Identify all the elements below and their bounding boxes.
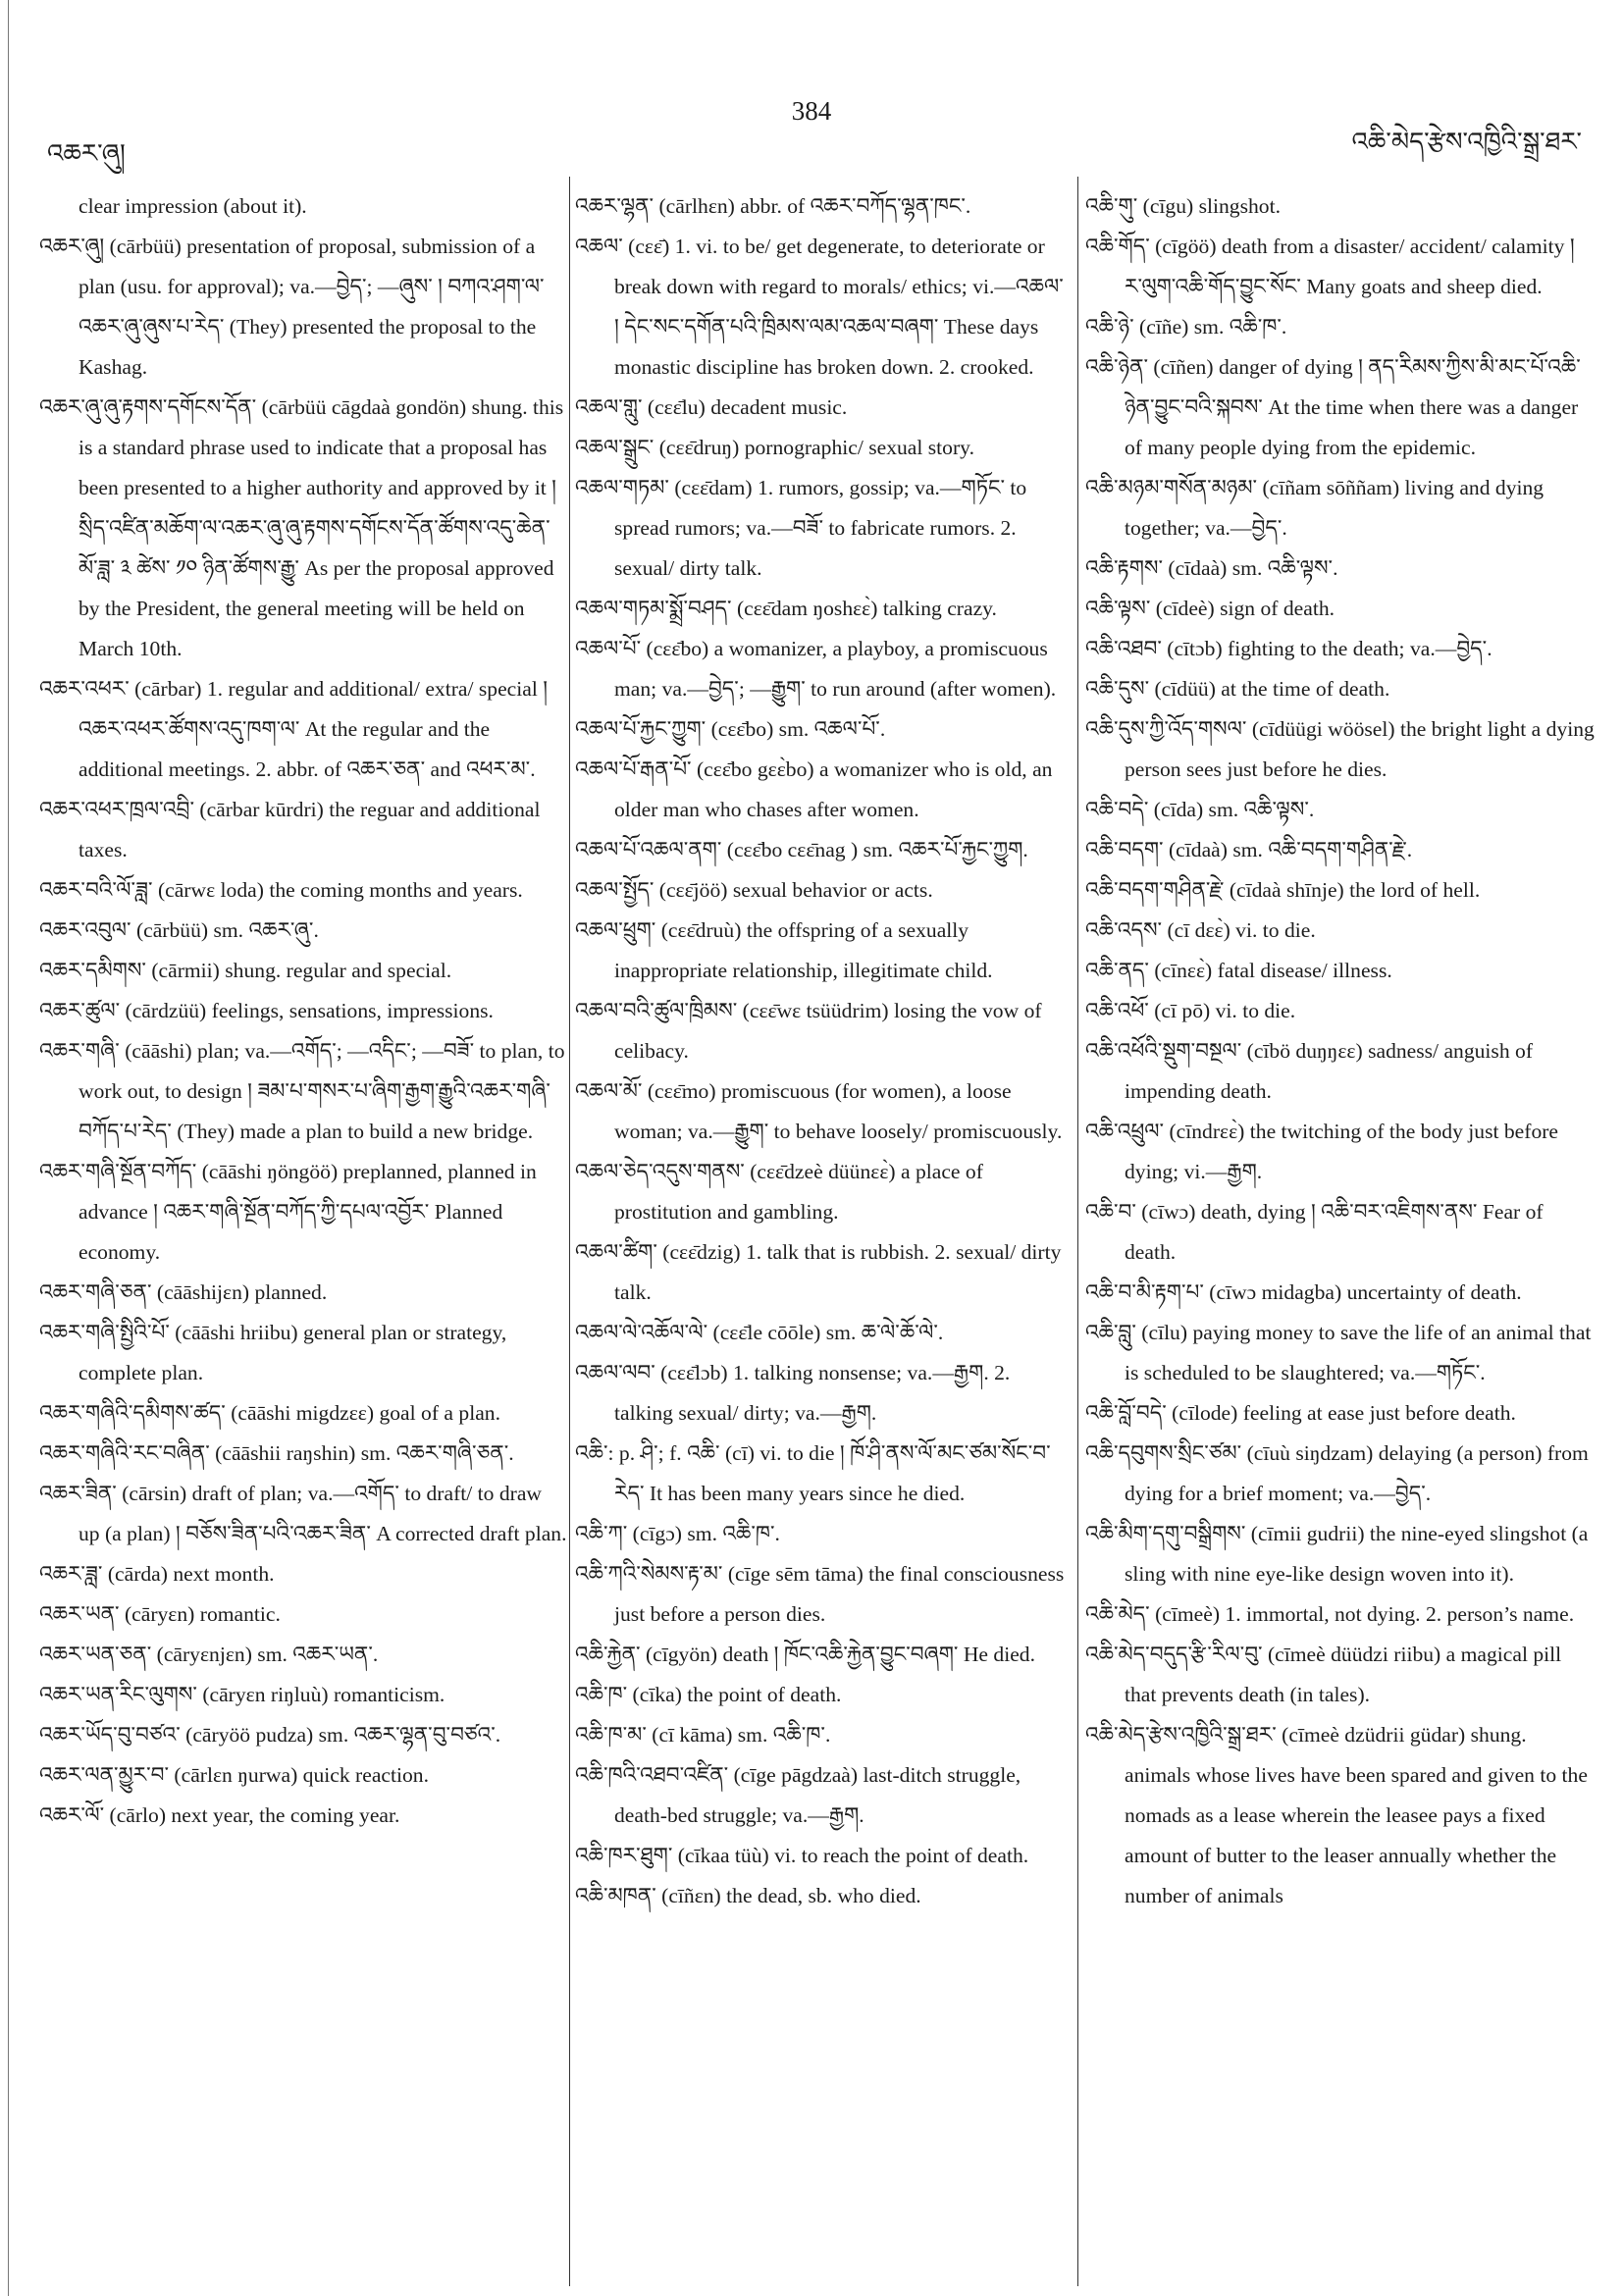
- dictionary-entry: འཆལ་པོ་རྒན་པོ་ (cɛɛ̄bo gɛɛ̀bo) a womanizer who is old, an older man who chases after women.: [575, 757, 1053, 821]
- dictionary-entry: འཆལ་བའི་ཚུལ་ཁྲིམས་ (cɛɛ̄wɛ tsüüdrim) losing the vow of celibacy.: [575, 999, 1042, 1063]
- dictionary-entry: འཆི་འཐབ་ (cītɔb) fighting to the death; va.—བྱེད་.: [1085, 637, 1492, 660]
- dictionary-entry: འཆལ་གཏམ་སྨྲོ་བཤད་ (cɛɛ̄dam ŋoshɛɛ̀) talking crazy.: [575, 597, 997, 620]
- column-divider-2: [1077, 177, 1078, 2286]
- dictionary-entry: འཆི་བློ་བདེ་ (cīlode) feeling at ease just before death.: [1085, 1401, 1516, 1425]
- right-guide-word: འཆི་མེད་རྩེས་འཁྱིའི་སྒྲ་ཐར་: [1351, 128, 1582, 156]
- dictionary-entry: འཆི་ཁ་མ་ (cī kāma) sm. འཆི་ཁ་.: [575, 1723, 831, 1747]
- column-3: [1085, 186, 1596, 2267]
- dictionary-entry: འཆི་བ་ (cīwɔ) death, dying ། འཆི་བར་འཇིགས་ནས་ Fear of death.: [1085, 1200, 1544, 1264]
- dictionary-entry: འཆར་ཡོད་བུ་བཙའ་ (cāryöö pudza) sm. འཆར་ལྷན་བུ་བཙའ་.: [39, 1723, 501, 1747]
- dictionary-entry: འཆི་རྐྱེན་ (cīgyön) death ། ཁོང་འཆི་རྐྱེན་བྱུང་བཞག་ He died.: [575, 1643, 1035, 1666]
- dictionary-entry: འཆལ་ཕྲུག་ (cɛɛ̄druù) the offspring of a sexually inappropriate relationship, illegitimate child.: [575, 918, 993, 982]
- column-1: [39, 186, 567, 2267]
- dictionary-entry: འཆར་བའི་ལོ་ཟླ་ (cārwɛ loda) the coming months and years.: [39, 878, 523, 902]
- dictionary-entry: འཆལ་གླུ་ (cɛɛ̄lu) decadent music.: [575, 395, 848, 419]
- dictionary-entry: འཆར་ཟིན་ (cārsin) draft of plan; va.—འགོད་ to draft/ to draw up (a plan) ། བཅོས་ཟིན་པའི་འཆར་ཟིན་ A corrected draft plan.: [39, 1482, 567, 1545]
- dictionary-entry: འཆལ་སྒྲུང་ (cɛɛ̄druŋ) pornographic/ sexual story.: [575, 436, 974, 459]
- dictionary-entry: འཆར་འཕར་ (cārbar) 1. regular and additional/ extra/ special ། འཆར་འཕར་ཚོགས་འདུ་ཁག་ལ་ At the regular and the additional meetings. 2. abbr. of འཆར་ཅན་ and འཕར་མ་.: [39, 677, 549, 781]
- dictionary-entry: འཆི་བདག་ (cīdaà) sm. འཆི་བདག་གཤིན་རྗེ་.: [1085, 838, 1413, 861]
- dictionary-entry: འཆི་དུས་ (cīdüü) at the time of death.: [1085, 677, 1390, 701]
- dictionary-entry: འཆར་ལན་མྱུར་བ་ (cārlɛn ŋurwa) quick reaction.: [39, 1763, 429, 1787]
- dictionary-entry: འཆི་གོད་ (cīgöö) death from a disaster/ accident/ calamity ། ར་ལུག་འཆི་གོད་བྱུང་སོང་ Many goats and sheep died.: [1085, 235, 1575, 298]
- dictionary-entry: འཆར་གཞི་ཅན་ (cāāshijɛn) planned.: [39, 1280, 328, 1304]
- dictionary-entry: འཆི་ཁའི་འཐབ་འཛིན་ (cīge pāgdzaà) last-ditch struggle, death-bed struggle; va.—རྒྱག.: [575, 1763, 1021, 1827]
- dictionary-entry: འཆལ་གཏམ་ (cɛɛ̄dam) 1. rumors, gossip; va.—གཏོང་ to spread rumors; va.—བཟོ་ to fabricate rumors. 2. sexual/ dirty talk.: [575, 476, 1027, 580]
- dictionary-entry: འཆི་ཁ་ (cīka) the point of death.: [575, 1683, 842, 1706]
- dictionary-entry: འཆི་བླུ་ (cīlu) paying money to save the life of an animal that is scheduled to be slaughtered; va.—གཏོང་.: [1085, 1321, 1592, 1384]
- column-divider-1: [569, 177, 570, 2286]
- dictionary-entry: འཆི་ཉེན་ (cīñen) danger of dying ། ནད་རིམས་ཀྱིས་མི་མང་པོ་འཆི་ཉེན་བྱུང་བའི་སྐབས་ At the time when there was a danger of many people dying from the epidemic.: [1085, 355, 1581, 459]
- dictionary-entry: འཆི་ཉེ་ (cīñe) sm. འཆི་ཁ་.: [1085, 315, 1287, 339]
- dictionary-entry: འཆི་: p. ཤི་; f. འཆི་ (cī) vi. to die ། ཁོ་ཤི་ནས་ལོ་མང་ཙམ་སོང་བ་རེད་ It has been many years since he died.: [575, 1441, 1051, 1505]
- dictionary-entry: འཆར་དམིགས་ (cārmii) shung. regular and special.: [39, 959, 452, 982]
- dictionary-entry: འཆི་ཀའི་སེམས་རྟ་མ་ (cīge sēm tāma) the final consciousness just before a person dies.: [575, 1562, 1065, 1626]
- dictionary-entry: འཆི་མཁན་ (cīñɛn) the dead, sb. who died.: [575, 1884, 921, 1907]
- dictionary-entry: འཆི་ཀ་ (cīgɔ) sm. འཆི་ཁ་.: [575, 1522, 780, 1545]
- dictionary-entry: འཆར་གཞིའི་རང་བཞིན་ (cāāshii raŋshin) sm. འཆར་གཞི་ཅན་.: [39, 1441, 514, 1465]
- dictionary-entry: འཆལ་ལེ་འཆོལ་ལེ་ (cɛɛ̄le cōōle) sm. ཆ་ལེ་ཆོ་ལེ་.: [575, 1321, 944, 1344]
- column-2: [575, 186, 1070, 2267]
- dictionary-entry: འཆར་ཟླ་ (cārda) next month.: [39, 1562, 275, 1586]
- left-guide-word: འཆར་ཞུ།: [47, 139, 126, 168]
- dictionary-entry: འཆི་ནད་ (cīnɛɛ̀) fatal disease/ illness.: [1085, 959, 1392, 982]
- dictionary-entry: འཆི་དབུགས་སྲིང་ཙམ་ (cīuù siŋdzam) delaying (a person) from dying for a brief moment; va.—བྱེད་.: [1085, 1441, 1589, 1505]
- dictionary-entry: འཆར་ཡན་ (cāryɛn) romantic.: [39, 1602, 281, 1626]
- dictionary-entry: འཆི་ལྟས་ (cīdeè) sign of death.: [1085, 597, 1335, 620]
- dictionary-entry: འཆལ་ཅེད་འདུས་གནས་ (cɛɛ̄dzeè düünɛɛ̀) a place of prostitution and gambling.: [575, 1160, 983, 1224]
- dictionary-entry: འཆལ་མོ་ (cɛɛ̄mo) promiscuous (for women), a loose woman; va.—རྒྱུག་ to behave loosely/ promiscuously.: [575, 1079, 1063, 1143]
- dictionary-entry: འཆར་ཞུ། (cārbüü) presentation of proposal, submission of a plan (usu. for approval); va.—བྱེད་; —ཞུས་ ། བཀའ་ཤག་ལ་འཆར་ཞུ་ཞུས་པ་རེད་ (They) presented the proposal to the Kashag.: [39, 235, 545, 379]
- dictionary-entry: འཆི་འཕོ་ (cī pō) vi. to die.: [1085, 999, 1296, 1022]
- dictionary-entry: འཆར་འབུལ་ (cārbüü) sm. འཆར་ཞུ་.: [39, 918, 319, 942]
- dictionary-entry: འཆལ་པོ་འཆལ་ནག་ (cɛɛ̄bo cɛɛ̄nag ) sm. འཆར་པོ་རྐྱང་ཀྱུག.: [575, 838, 1028, 861]
- dictionary-entry: འཆར་ཞུ་ཞུ་རྟགས་དགོངས་དོན་ (cārbüü cāgdaà gondön) shung. this is a standard phrase used to indicate that a proposal has been presented to a higher authority and approved by it ། སྲིད་འཛིན་མཆོག་ལ་འཆར་ཞུ་ཞུ་རྟགས་དགོངས་དོན་ཚོགས་འདུ་ཆེན་མོ་ཟླ་ ༣ ཚེས་ ༡༠ ཉིན་ཚོགས་རྒྱུ་ As per the proposal approved by the President, the general meeting will be held on March 10th.: [39, 395, 564, 660]
- dictionary-entry: འཆི་གུ་ (cīgu) slingshot.: [1085, 194, 1281, 218]
- dictionary-entry: འཆལ་ (cɛɛ̄) 1. vi. to be/ get degenerate, to deteriorate or break down with regard to morals/ ethics; vi.—འཆལ་ ། དེང་སང་དགོན་པའི་ཁྲིམས་ལམ་འཆལ་བཞག་ These days monastic discipline has broken down. 2. crooked.: [575, 235, 1064, 379]
- dictionary-entry: འཆར་གཞི་སྔོན་བཀོད་ (cāāshi ŋöngöö) preplanned, planned in advance ། འཆར་གཞི་སྔོན་བཀོད་ཀྱི་དཔལ་འབྱོར་ Planned economy.: [39, 1160, 537, 1264]
- dictionary-entry: འཆི་རྟགས་ (cīdaà) sm. འཆི་ལྟས་.: [1085, 556, 1338, 580]
- dictionary-entry: འཆི་མེད་བདུད་རྩི་རིལ་བུ་ (cīmeè düüdzi riibu) a magical pill that prevents death (in tales).: [1085, 1643, 1562, 1706]
- page-edge-rule: [8, 0, 9, 2296]
- dictionary-entry: འཆི་བདག་གཤིན་རྗེ་ (cīdaà shīnje) the lord of hell.: [1085, 878, 1481, 902]
- dictionary-entry: འཆི་མཉམ་གསོན་མཉམ་ (cīñam sōññam) living and dying together; va.—བྱེད་.: [1085, 476, 1544, 540]
- dictionary-entry: འཆི་མེད་རྩེས་འཁྱིའི་སྒྲ་ཐར་ (cīmeè dzüdrii güdar) shung. animals whose lives have been spared and given to the nomads as a lease wherein the leasee pays a fixed amount of butter to the leaser annually whether the number of animals: [1085, 1723, 1588, 1907]
- dictionary-entry: འཆར་ཡན་ཅན་ (cāryɛnjɛn) sm. འཆར་ཡན་.: [39, 1643, 379, 1666]
- dictionary-entry: འཆར་གཞི་སྤྱིའི་པོ་ (cāāshi hriibu) general plan or strategy, complete plan.: [39, 1321, 507, 1384]
- dictionary-entry: འཆར་ལོ་ (cārlo) next year, the coming year.: [39, 1803, 400, 1827]
- page-number: 384: [791, 96, 832, 126]
- dictionary-entry: འཆར་གཞི་ (cāāshi) plan; va.—འགོད་; —འདིང་; —བཟོ་ to plan, to work out, to design ། ཟམ་པ་གསར་པ་ཞིག་རྒྱག་རྒྱུའི་འཆར་གཞི་བཀོད་པ་རེད་ (They) made a plan to build a new bridge.: [39, 1039, 565, 1143]
- dictionary-entry: འཆལ་སྤྱོད་ (cɛɛ̄jöö) sexual behavior or acts.: [575, 878, 933, 902]
- dictionary-entry: འཆར་ཡན་རིང་ལུགས་ (cāryɛn riŋluù) romanticism.: [39, 1683, 445, 1706]
- dictionary-entry: འཆི་དུས་ཀྱི་འོད་གསལ་ (cīdüügi wöösel) the bright light a dying person sees just before he dies.: [1085, 717, 1595, 781]
- dictionary-entry: འཆི་ཁར་ཐུག་ (cīkaa tüù) vi. to reach the point of death.: [575, 1844, 1029, 1867]
- dictionary-entry: འཆར་ཚུལ་ (cārdzüü) feelings, sensations, impressions.: [39, 999, 494, 1022]
- dictionary-entry: clear impression (about it).: [79, 194, 307, 218]
- dictionary-entry: འཆལ་ལབ་ (cɛɛ̄lɔb) 1. talking nonsense; va.—རྒྱག. 2. talking sexual/ dirty; va.—རྒྱག.: [575, 1361, 1011, 1425]
- dictionary-entry: འཆི་བ་མི་རྟག་པ་ (cīwɔ midagba) uncertainty of death.: [1085, 1280, 1522, 1304]
- dictionary-entry: འཆི་འཕོའི་སྡུག་བསྔལ་ (cībö duŋŋɛɛ) sadness/ anguish of impending death.: [1085, 1039, 1534, 1103]
- dictionary-entry: འཆལ་པོ་རྐྱང་ཀྱུག་ (cɛɛ̄bo) sm. འཆལ་པོ་.: [575, 717, 886, 741]
- dictionary-entry: འཆི་འདས་ (cī dɛɛ̀) vi. to die.: [1085, 918, 1316, 942]
- dictionary-entry: འཆི་བདེ་ (cīda) sm. འཆི་ལྟས་.: [1085, 798, 1315, 821]
- dictionary-entry: འཆར་འཕར་ཁྲལ་འབྲི་ (cārbar kūrdri) the reguar and additional taxes.: [39, 798, 541, 861]
- dictionary-entry: འཆར་གཞིའི་དམིགས་ཚད་ (cāāshi migdzɛɛ) goal of a plan.: [39, 1401, 500, 1425]
- dictionary-entry: འཆི་འཕྲུལ་ (cīndrɛɛ̀) the twitching of the body just before dying; vi.—རྒྱག.: [1085, 1120, 1559, 1183]
- dictionary-entry: འཆལ་པོ་ (cɛɛ̄bo) a womanizer, a playboy, a promiscuous man; va.—བྱེད་; —རྒྱུག་ to run around (after women).: [575, 637, 1057, 701]
- dictionary-entry: འཆར་ལྷན་ (cārlhɛn) abbr. of འཆར་བཀོད་ལྷན་ཁང་.: [575, 194, 971, 218]
- dictionary-entry: འཆལ་ཚིག་ (cɛɛ̄dzig) 1. talk that is rubbish. 2. sexual/ dirty talk.: [575, 1240, 1062, 1304]
- dictionary-entry: འཆི་མེད་ (cīmeè) 1. immortal, not dying. 2. person’s name.: [1085, 1602, 1575, 1626]
- dictionary-entry: འཆི་མིག་དགུ་བསྒྲིགས་ (cīmii gudrii) the nine-eyed slingshot (a sling with nine eye-like design woven into it).: [1085, 1522, 1589, 1586]
